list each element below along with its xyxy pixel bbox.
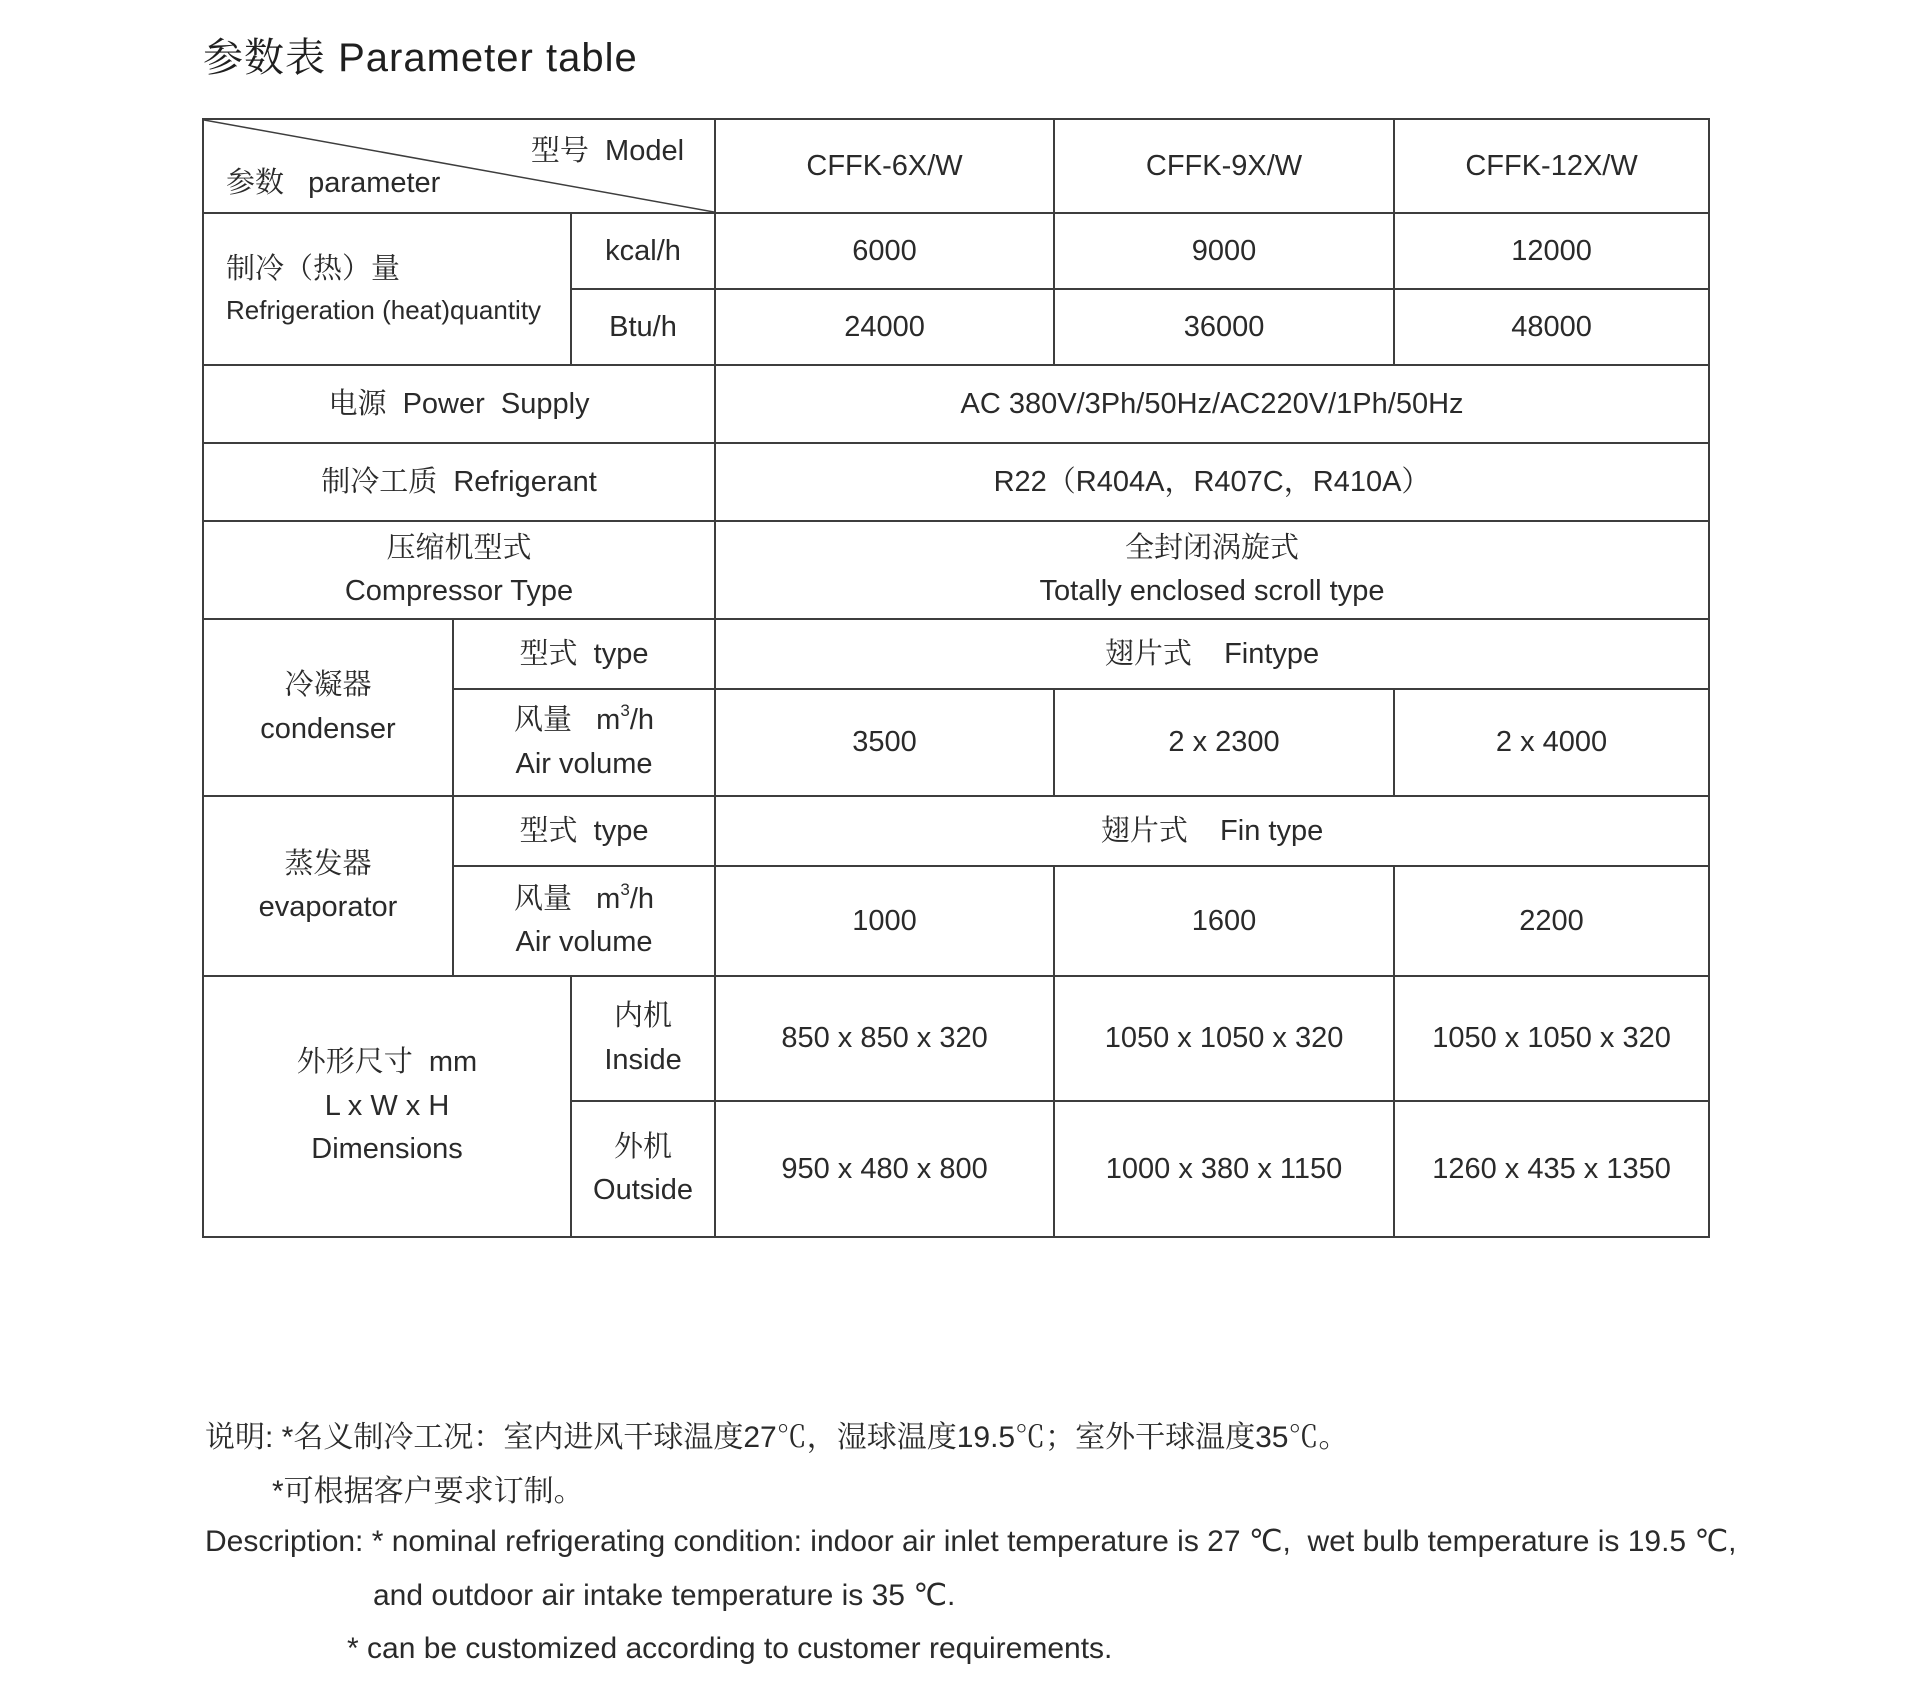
evaporator-label-zh: 蒸发器 xyxy=(284,847,372,880)
unit-kcal: kcal/h xyxy=(571,213,715,289)
evaporator-air-label-unit: /h xyxy=(629,882,655,915)
refrigerant-value: R22（R404A，R407C，R410A） xyxy=(715,443,1709,521)
outside-label-zh: 外机 xyxy=(614,1130,673,1163)
refrigerant-row xyxy=(203,443,1709,521)
evaporator-air-cube-exponent: 3 xyxy=(620,879,630,899)
header-model-label: 型号 Model xyxy=(530,135,685,167)
btu-value-cffk9: 36000 xyxy=(1054,289,1394,365)
evaporator-air-value-cffk9: 1600 xyxy=(1054,866,1394,976)
note-en-line1: Description: * nominal refrigerating condition: indoor air inlet temperature is 27 ℃, wet bulb temperature is 19.5 ℃, xyxy=(205,1525,1737,1558)
inside-label-cell xyxy=(571,976,715,1101)
dimensions-label-zh: 外形尺寸 mm xyxy=(296,1046,478,1079)
compressor-label-cell xyxy=(203,521,715,619)
inside-value-cffk6: 850 x 850 x 320 xyxy=(715,976,1054,1101)
model-name-cffk12: CFFK-12X/W xyxy=(1394,119,1709,213)
refrigerant-label: 制冷工质 Refrigerant xyxy=(203,443,715,521)
condenser-air-label-zh: 风量 m xyxy=(514,704,621,736)
inside-label-en: Inside xyxy=(604,1043,682,1076)
dimensions-label-cell xyxy=(203,976,571,1237)
dimensions-label-en: Dimensions xyxy=(311,1133,463,1166)
outside-label-cell xyxy=(571,1101,715,1237)
condenser-label-cell xyxy=(203,619,453,796)
model-name-cffk6: CFFK-6X/W xyxy=(715,119,1054,213)
evaporator-air-value-cffk6: 1000 xyxy=(715,866,1054,976)
evaporator-type-row xyxy=(203,796,1709,866)
note-en-line2: and outdoor air intake temperature is 35 ℃. xyxy=(373,1579,956,1612)
evaporator-label-cell xyxy=(203,796,453,976)
refrigeration-label-cell xyxy=(203,213,571,365)
condenser-type-label: 型式 type xyxy=(453,619,715,689)
outside-value-cffk12: 1260 x 435 x 1350 xyxy=(1394,1101,1709,1237)
compressor-label-en: Compressor Type xyxy=(344,575,574,607)
header-diagonal-cell xyxy=(203,119,715,213)
evaporator-air-label-en: Air volume xyxy=(515,926,653,958)
condenser-label-en: condenser xyxy=(260,712,396,745)
condenser-air-value-cffk6: 3500 xyxy=(715,689,1054,796)
page-title: 参数表 Parameter table xyxy=(203,36,638,80)
compressor-label-zh: 压缩机型式 xyxy=(386,531,532,564)
header-row xyxy=(203,119,1709,213)
evaporator-air-label-cell xyxy=(453,866,715,976)
parameter-table xyxy=(202,118,1710,1238)
evaporator-type-label: 型式 type xyxy=(453,796,715,866)
outside-value-cffk6: 950 x 480 x 800 xyxy=(715,1101,1054,1237)
outside-label-en: Outside xyxy=(593,1174,693,1206)
refrigeration-label-en: Refrigeration (heat)quantity xyxy=(226,295,542,326)
note-en-line3: * can be customized according to customer requirements. xyxy=(347,1632,1113,1665)
power-supply-row xyxy=(203,365,1709,443)
compressor-value-en: Totally enclosed scroll type xyxy=(1039,575,1385,607)
condenser-type-value: 翅片式 Fintype xyxy=(715,619,1709,689)
condenser-label-zh: 冷凝器 xyxy=(284,669,372,701)
compressor-row xyxy=(203,521,1709,619)
dimensions-inside-row xyxy=(203,976,1709,1101)
condenser-air-label-unit: /h xyxy=(629,704,655,736)
evaporator-label-en: evaporator xyxy=(258,891,398,923)
condenser-air-label-en: Air volume xyxy=(515,747,653,780)
condenser-air-cube-exponent: 3 xyxy=(620,701,630,721)
inside-value-cffk12: 1050 x 1050 x 320 xyxy=(1394,976,1709,1101)
unit-btu: Btu/h xyxy=(571,289,715,365)
condenser-air-value-cffk12: 2 x 4000 xyxy=(1394,689,1709,796)
compressor-value-cell xyxy=(715,521,1709,619)
kcal-value-cffk9: 9000 xyxy=(1054,213,1394,289)
model-name-cffk9: CFFK-9X/W xyxy=(1054,119,1394,213)
refrigeration-kcal-row xyxy=(203,213,1709,289)
evaporator-air-value-cffk12: 2200 xyxy=(1394,866,1709,976)
note-zh-line1: 说明: *名义制冷工况：室内进风干球温度27℃，湿球温度19.5℃；室外干球温度35℃。 xyxy=(205,1421,1349,1454)
condenser-type-row xyxy=(203,619,1709,689)
kcal-value-cffk6: 6000 xyxy=(715,213,1054,289)
note-zh-line2: *可根据客户要求订制。 xyxy=(272,1475,584,1508)
power-supply-label: 电源 Power Supply xyxy=(203,365,715,443)
dimensions-label-lwh: L x W x H xyxy=(324,1089,450,1122)
compressor-value-zh: 全封闭涡旋式 xyxy=(1125,531,1300,564)
outside-value-cffk9: 1000 x 380 x 1150 xyxy=(1054,1101,1394,1237)
kcal-value-cffk12: 12000 xyxy=(1394,213,1709,289)
btu-value-cffk12: 48000 xyxy=(1394,289,1709,365)
inside-label-zh: 内机 xyxy=(614,1000,673,1032)
condenser-air-label-cell xyxy=(453,689,715,796)
power-supply-value: AC 380V/3Ph/50Hz/AC220V/1Ph/50Hz xyxy=(715,365,1709,443)
refrigeration-label-zh: 制冷（热）量 xyxy=(226,252,401,285)
inside-value-cffk9: 1050 x 1050 x 320 xyxy=(1054,976,1394,1101)
condenser-air-value-cffk9: 2 x 2300 xyxy=(1054,689,1394,796)
evaporator-type-value: 翅片式 Fin type xyxy=(715,796,1709,866)
btu-value-cffk6: 24000 xyxy=(715,289,1054,365)
header-parameter-label: 参数 parameter xyxy=(226,166,441,199)
evaporator-air-label-zh: 风量 m xyxy=(514,882,621,915)
